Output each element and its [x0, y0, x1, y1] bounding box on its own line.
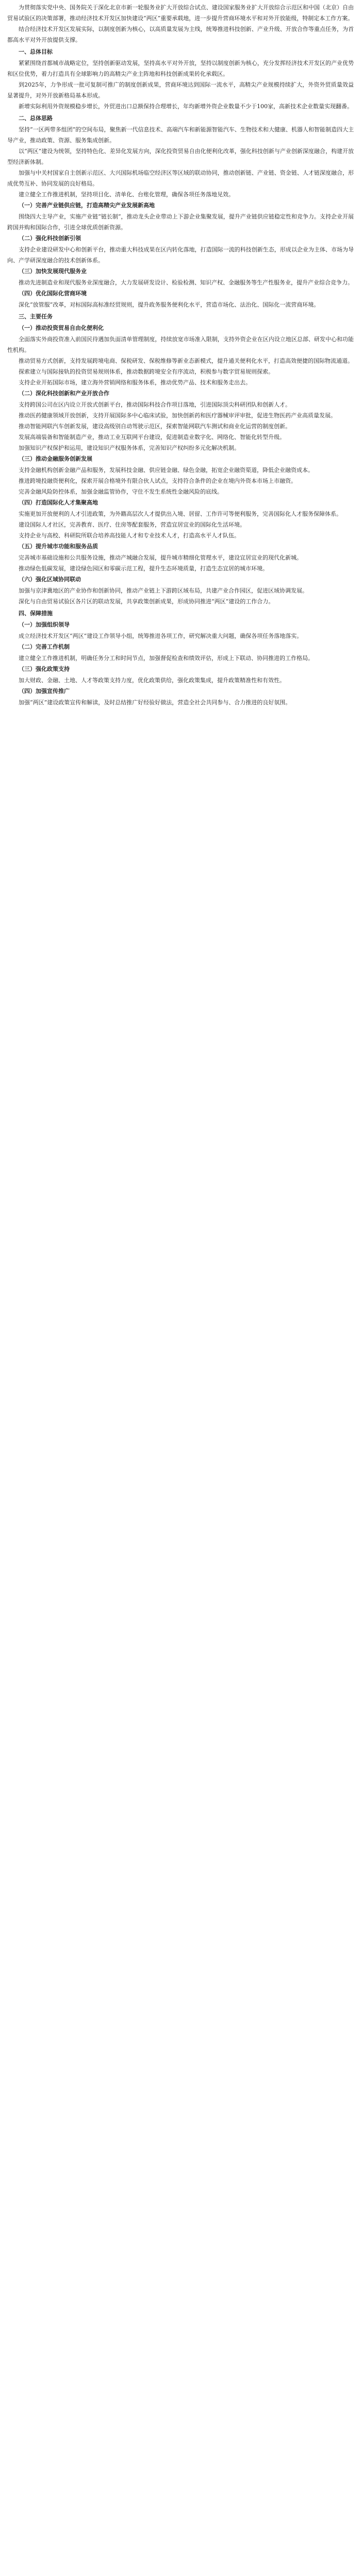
intro-paragraph: 结合经济技术开发区发展实际，以制度创新为核心，以高质量发展为主线，统筹推进科技创新、产业升级、开放合作等重点任务，为首都高水平对外开放提供支撑。: [7, 26, 354, 43]
body-paragraph: 支持跨国公司在区内设立开放式创新平台，推动国际科技合作项目落地，引进国际顶尖科研团队和创新人才。: [19, 401, 291, 408]
body-paragraph: 探索建立与国际接轨的投资贸易规则体系，推动数据跨境安全有序流动，积极参与数字贸易规则探索。: [19, 368, 274, 375]
body-paragraph: 支持企业建设研发中心和创新平台，推动重大科技成果在区内转化落地，打造国际一流的科技创新生态，形成以企业为主体、市场为导向、产学研深度融合的技术创新体系。: [7, 246, 354, 264]
subsection-heading: （三）推动金融服务创新发展: [19, 455, 92, 462]
body-paragraph: 支持企业与高校、科研院所联合培养高技能人才和专业技术人才，打造高水平人才队伍。: [19, 532, 240, 539]
subsection-heading: （一）加强组织领导: [19, 621, 70, 628]
section-heading: 一、总体目标: [19, 48, 53, 55]
subsection-heading: （四）优化国际化营商环境: [19, 290, 87, 297]
body-paragraph: 成立经济技术开发区“两区”建设工作领导小组，统筹推进各项工作，研究解决重大问题，确保各项任务落地落实。: [19, 633, 303, 639]
section-heading: 四、保障措施: [19, 610, 53, 617]
body-paragraph: 新增实际利用外资规模稳步增长，外贸进出口总额保持合理增长，年均新增外资企业数量不少于100家，高新技术企业数量实现翻番。: [19, 103, 353, 110]
body-paragraph: 紧紧围绕首都城市战略定位，坚持创新驱动发展，坚持高水平对外开放，坚持以制度创新为核心，充分发挥经济技术开发区的产业优势和区位优势，着力打造具有全球影响力的高精尖产业主阵地和科技创新成果转化承载区。: [7, 60, 354, 77]
subsection-heading: （二）完善工作机制: [19, 643, 70, 650]
subsection-heading: （五）提升城市功能和服务品质: [19, 543, 98, 550]
subsection-heading: （一）完善产业链供应链，打造高精尖产业发展新高地: [19, 202, 155, 209]
section-heading: 二、总体思路: [19, 115, 53, 122]
subsection-heading: （三）加快发展现代服务业: [19, 268, 87, 275]
body-paragraph: 深化与自由贸易试验区各片区的联动发展，共享政策创新成果，形成协同推进“两区”建设的工作合力。: [19, 598, 274, 605]
body-paragraph: 推动医药健康领域开放创新，支持开展国际多中心临床试验，加快创新药和医疗器械审评审批，促进生物医药产业高质量发展。: [19, 412, 336, 419]
subsection-heading: （二）强化科技创新引领: [19, 235, 81, 242]
body-paragraph: 坚持“一区两带多组团”的空间布局，聚焦新一代信息技术、高端汽车和新能源智能汽车、生物技术和大健康、机器人和智能制造四大主导产业，推动政策、资源、服务集成创新。: [7, 126, 354, 144]
body-paragraph: 支持企业开拓国际市场，建立海外营销网络和服务体系，推动优势产品、技术和服务走出去。: [19, 379, 251, 386]
body-paragraph: 到2025年，力争形成一批可复制可推广的制度创新成果，营商环境达到国际一流水平，高精尖产业规模持续扩大，外资外贸质量效益显著提升，对外开放新格局基本形成。: [7, 81, 354, 99]
body-paragraph: 推进跨境投融资便利化，探索开展合格境外有限合伙人试点，支持符合条件的企业在境内外资本市场上市融资。: [19, 478, 297, 484]
body-paragraph: 推动智能网联汽车创新发展，建设高级别自动驾驶示范区，探索智能网联汽车测试和商业化运营的制度创新。: [19, 423, 291, 430]
body-paragraph: 建立健全工作推进机制，坚持项目化、清单化、台账化管理，确保各项任务落地见效。: [19, 191, 234, 198]
body-paragraph: 发展高端装备和智能制造产业，推动工业互联网平台建设，促进制造业数字化、网络化、智能化转型升级。: [19, 434, 285, 440]
body-paragraph: 完善城市基础设施和公共服务设施，推动产城融合发展，提升城市精细化管理水平，建设宜居宜业的现代化新城。: [19, 554, 302, 561]
body-paragraph: 建设国际人才社区，完善教育、医疗、住房等配套服务，营造宜居宜业的国际化生活环境。: [19, 521, 245, 528]
body-paragraph: 加强与中关村国家自主创新示范区、大兴国际机场临空经济区等区域的联动协同，推动创新链、产业链、资金链、人才链深度融合，形成优势互补、协同发展的良好格局。: [7, 170, 354, 187]
body-paragraph: 加强与京津冀地区的产业协作和创新协同，推动产业链上下游跨区域布局，共建产业合作园区，促进区域协调发展。: [19, 587, 308, 594]
body-paragraph: 加强知识产权保护和运用，建设知识产权服务体系，完善知识产权纠纷多元化解决机制。: [19, 445, 240, 451]
intro-paragraph: 为贯彻落实党中央、国务院关于深化北京市新一轮服务业扩大开放综合试点、建设国家服务业扩大开放综合示范区和中国（北京）自由贸易试验区的决策部署，推动经济技术开发区加快建设“两区”重要承载地，进一步提升营商环境水平和对外开放能级，特制定本工作方案。: [7, 4, 354, 22]
body-paragraph: 实施更加开放便利的人才引进政策，为外籍高层次人才提供出入境、居留、工作许可等便利服务，完善国际化人才服务保障体系。: [19, 511, 342, 517]
body-paragraph: 建立健全工作推进机制，明确任务分工和时间节点，加强督促检查和绩效评估，形成上下联动、协同推进的工作格局。: [19, 655, 314, 662]
body-paragraph: 推动先进制造业和现代服务业深度融合，大力发展研发设计、检验检测、知识产权、金融服务等生产性服务业，提升产业综合竞争力。: [19, 279, 353, 286]
body-paragraph: 完善金融风险防控体系，加强金融监管协作，守住不发生系统性金融风险的底线。: [19, 488, 223, 495]
body-paragraph: 全面落实外商投资准入前国民待遇加负面清单管理制度，持续放宽市场准入限制，支持外资企业在区内设立地区总部、研发中心和功能性机构。: [7, 336, 354, 353]
subsection-heading: （六）强化区域协同联动: [19, 576, 81, 583]
body-paragraph: 加强“两区”建设政策宣传和解读，及时总结推广好经验好做法，营造全社会共同参与、合力推进的良好氛围。: [19, 699, 291, 706]
subsection-heading: （三）强化政策支持: [19, 666, 70, 672]
subsection-heading: （二）深化科技创新和产业开放合作: [19, 390, 109, 397]
body-paragraph: 深化“放管服”改革，对标国际高标准经贸规则，提升政务服务便利化水平，营造市场化、法治化、国际化一流营商环境。: [19, 301, 320, 308]
subsection-heading: （四）加强宣传推广: [19, 688, 70, 694]
body-paragraph: 支持金融机构创新金融产品和服务，发展科技金融、供应链金融、绿色金融，拓宽企业融资渠道，降低企业融资成本。: [19, 467, 314, 473]
body-paragraph: 推动贸易方式创新，支持发展跨境电商、保税研发、保税维修等新业态新模式，提升通关便利化水平，打造高效便捷的国际物流通道。: [19, 358, 353, 364]
section-heading: 三、主要任务: [19, 313, 53, 320]
body-paragraph: 推动绿色低碳发展，建设绿色园区和零碳示范工程，提升生态环境质量，打造生态宜居的城市环境。: [19, 565, 268, 572]
body-paragraph: 加大财政、金融、土地、人才等政策支持力度，优化政策供给，强化政策集成，提升政策精准性和有效性。: [19, 677, 285, 684]
subsection-heading: （一）推动投资贸易自由化便利化: [19, 325, 104, 331]
body-paragraph: 以“两区”建设为统领，坚持特色化、差异化发展方向，深化投资贸易自由化便利化改革，强化科技创新与产业创新深度融合，构建开放型经济新体制。: [7, 148, 354, 165]
body-paragraph: 围绕四大主导产业，实施产业链“链长制”，推动龙头企业带动上下游企业集聚发展，提升产业链供应链稳定性和竞争力。支持企业开展跨国并购和国际合作，引进全球优质创新资源。: [7, 213, 354, 231]
subsection-heading: （四）打造国际化人才集聚高地: [19, 499, 98, 506]
